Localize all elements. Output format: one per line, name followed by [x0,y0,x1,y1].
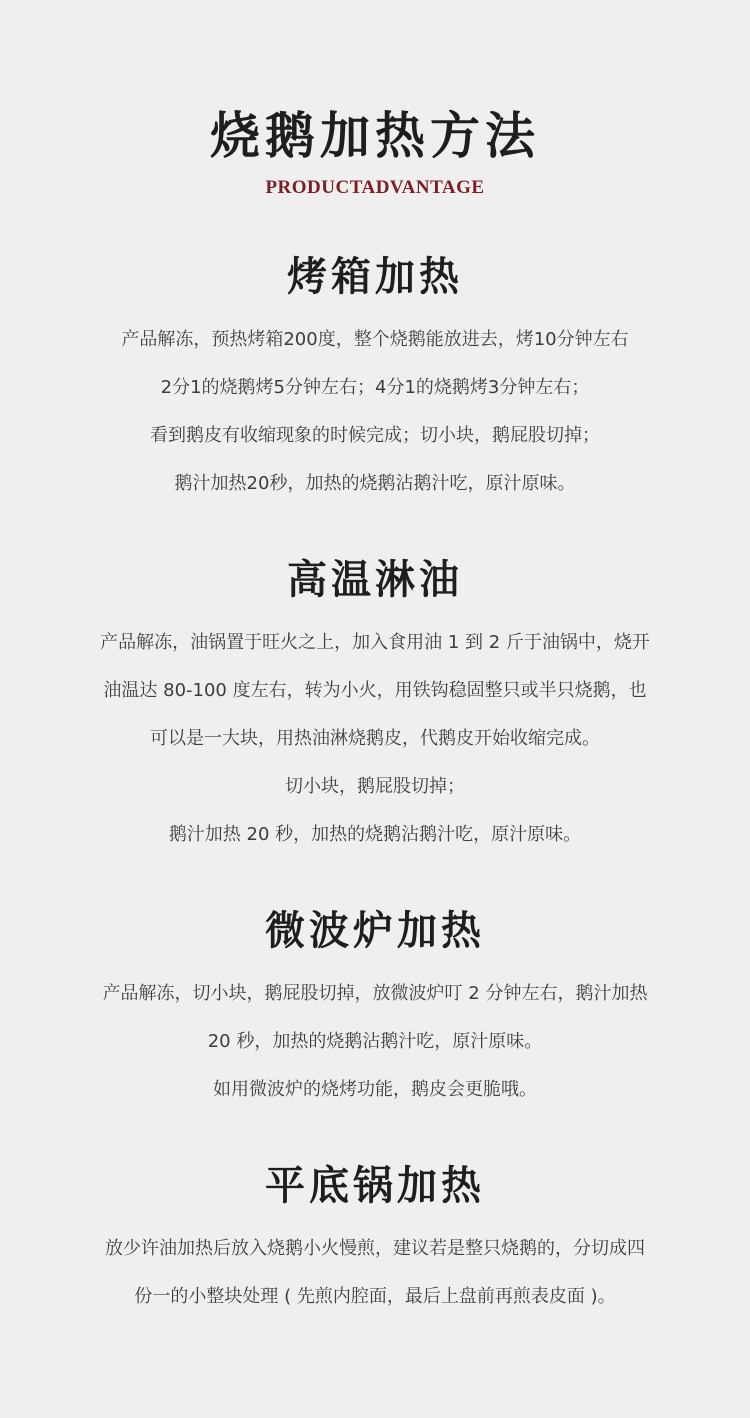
section-pan-line-2: 份一的小整块处理 ( 先煎内腔面，最后上盘前再煎表皮面 )。 [134,1286,616,1307]
section-hot-oil-line-2: 油温达 80-100 度左右，转为小火，用铁钩稳固整只或半只烧鹅，也 [103,680,647,701]
section-oven-line-2: 2分1的烧鹅烤5分钟左右；4分1的烧鹅烤3分钟左右； [160,377,590,398]
page-subtitle: PRODUCTADVANTAGE [265,177,485,198]
section-oven-line-4: 鹅汁加热20秒，加热的烧鹅沾鹅汁吃，原汁原味。 [174,473,576,494]
page-header [0,104,750,200]
section-microwave-line-1: 产品解冻，切小块，鹅屁股切掉，放微波炉叮 2 分钟左右，鹅汁加热 [102,983,648,1004]
section-hot-oil-line-4: 切小块，鹅屁股切掉； [285,776,465,797]
section-hot-oil-line-1: 产品解冻，油锅置于旺火之上，加入食用油 1 到 2 斤于油锅中，烧开 [100,632,650,653]
section-microwave-line-3: 如用微波炉的烧烤功能，鹅皮会更脆哦。 [213,1079,537,1100]
section-microwave-line-2: 20 秒，加热的烧鹅沾鹅汁吃，原汁原味。 [207,1031,543,1052]
page-title: 烧鹅加热方法 [210,106,540,165]
section-pan [0,1161,750,1321]
section-oven-line-1: 产品解冻，预热烤箱200度，整个烧鹅能放进去，烤10分钟左右 [121,329,629,350]
section-title-oven: 烤箱加热 [287,253,463,300]
section-pan-line-1: 放少许油加热后放入烧鹅小火慢煎，建议若是整只烧鹅的，分切成四 [105,1238,645,1259]
section-title-microwave: 微波炉加热 [265,907,485,954]
section-title-pan: 平底锅加热 [265,1162,485,1209]
section-oven [0,252,750,508]
section-title-hot-oil: 高温淋油 [287,556,463,603]
section-hot-oil-line-3: 可以是一大块，用热油淋烧鹅皮，代鹅皮开始收缩完成。 [150,728,600,749]
section-microwave [0,906,750,1114]
section-hot-oil [0,555,750,859]
section-oven-line-3: 看到鹅皮有收缩现象的时候完成；切小块，鹅屁股切掉； [150,425,600,446]
section-hot-oil-line-5: 鹅汁加热 20 秒，加热的烧鹅沾鹅汁吃，原汁原味。 [168,824,582,845]
